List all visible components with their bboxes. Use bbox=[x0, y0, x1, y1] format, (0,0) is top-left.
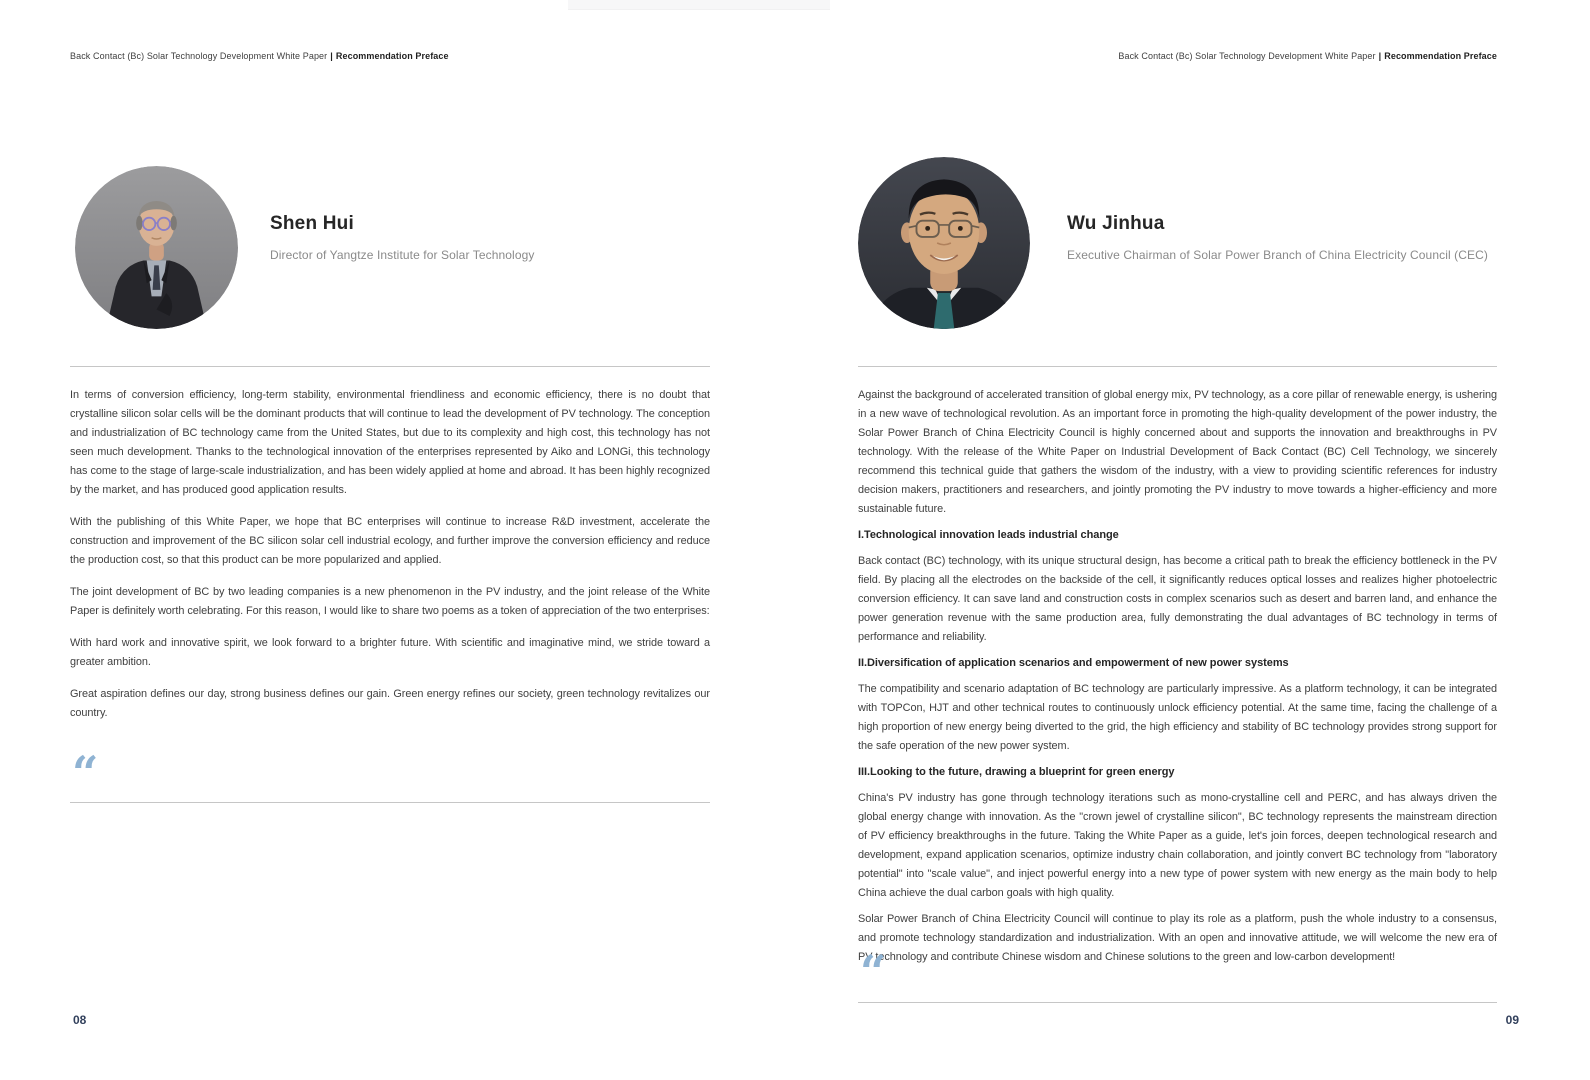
section-heading: III.Looking to the future, drawing a blueprint for green energy bbox=[858, 766, 1175, 778]
paragraph: In terms of conversion efficiency, long-term stability, environmental friendliness and economic efficiency, there is no doubt that crystalline silicon solar cells will be the dominant products that will continue to lead the development of PV technology. The conception and industrialization of BC technology came from the United States, but due to its complexity and high cost, this technology has not seen much development. Thanks to the technological innovation of the enterprises represented by Aiko and LONGi, this technology has come to the stage of large-scale industrialization, and has been widely applied at home and abroad. It has been highly recognized by the market, and has produced good application results. bbox=[70, 389, 710, 496]
divider-line bbox=[858, 1002, 1497, 1003]
portrait-photo-shen-hui bbox=[75, 166, 238, 329]
section-heading: I.Technological innovation leads industrial change bbox=[858, 529, 1119, 541]
divider-line bbox=[70, 366, 710, 367]
page-number: 08 bbox=[73, 1013, 87, 1027]
quote-icon: “ bbox=[860, 945, 885, 999]
portrait-photo-wu-jinhua bbox=[858, 157, 1030, 329]
person-name: Shen Hui bbox=[270, 213, 354, 234]
running-header-title: Back Contact (Bc) Solar Technology Development White Paper bbox=[1118, 51, 1376, 61]
person-name: Wu Jinhua bbox=[1067, 213, 1165, 234]
running-header-separator: | bbox=[330, 51, 333, 61]
running-header-section: Recommendation Preface bbox=[1384, 51, 1497, 61]
divider-line bbox=[70, 802, 710, 803]
profile-block bbox=[1067, 213, 1488, 262]
paragraph: Great aspiration defines our day, strong business defines our gain. Green energy refines our society, green technology revitalizes our country. bbox=[70, 688, 710, 719]
running-header bbox=[70, 51, 449, 61]
paragraph: With hard work and innovative spirit, we look forward to a brighter future. With scientific and imaginative mind, we stride toward a greater ambition. bbox=[70, 637, 710, 668]
profile-block bbox=[270, 213, 534, 262]
paragraph: The joint development of BC by two leading companies is a new phenomenon in the PV industry, and the joint release of the White Paper is definitely worth celebrating. For this reason, I would like to share two poems as a token of appreciation of the two enterprises: bbox=[70, 586, 710, 617]
paragraph: Back contact (BC) technology, with its unique structural design, has become a critical path to break the efficiency bottleneck in the PV field. By placing all the electrodes on the backside of the cell, it significantly reduces optical losses and realizes higher photoelectric conversion efficiency. It can save land and construction costs in complex scenarios such as desert and barren land, and enhance the power generation revenue with the same production area, fully demonstrating the dual advantages of BC technology in terms of performance and reliability. bbox=[858, 555, 1497, 643]
paragraph: China's PV industry has gone through technology iterations such as mono-crystalline cell and PERC, and has always driven the global energy change with innovation. As the "crown jewel of crystalline silicon", BC technology represents the mainstream direction of PV efficiency breakthroughs in the future. Taking the White Paper as a guide, let's join forces, deepen technological research and development, expand application scenarios, optimize industry chain collaboration, and jointly convert BC technology from "laboratory potential" into "scale value", and inject powerful energy into a new type of power system with new energy as the main body to help China achieve the dual carbon goals with high quality. bbox=[858, 792, 1497, 899]
body-text bbox=[70, 386, 710, 736]
portrait-illustration bbox=[858, 157, 1030, 329]
body-text bbox=[858, 386, 1497, 974]
running-header-title: Back Contact (Bc) Solar Technology Development White Paper bbox=[70, 51, 328, 61]
section-heading: II.Diversification of application scenarios and empowerment of new power systems bbox=[858, 657, 1289, 669]
page-right bbox=[795, 0, 1590, 1080]
person-title: Director of Yangtze Institute for Solar Technology bbox=[270, 248, 535, 262]
page-number: 09 bbox=[1505, 1013, 1519, 1027]
portrait-illustration bbox=[75, 166, 238, 329]
running-header bbox=[1118, 51, 1497, 61]
paragraph: Solar Power Branch of China Electricity Council will continue to play its role as a platform, push the whole industry to a consensus, and promote technology standardization and industrialization. With an open and innovative attitude, we will welcome the new era of PV technology and contribute Chinese wisdom and Chinese solutions to the green and low-carbon development! bbox=[858, 913, 1497, 963]
paragraph: With the publishing of this White Paper, we hope that BC enterprises will continue to increase R&D investment, accelerate the construction and improvement of the BC silicon solar cell industrial ecology, and further improve the conversion efficiency and reduce the production cost, so that this product can be more popularized and applied. bbox=[70, 516, 710, 566]
paragraph: The compatibility and scenario adaptation of BC technology are particularly impressive. As a platform technology, it can be integrated with TOPCon, HJT and other technical routes to continuously unlock efficiency potential. At the same time, facing the challenge of a high proportion of new energy being diverted to the grid, the high efficiency and stability of BC technology provides strong support for the safe operation of the new power system. bbox=[858, 683, 1497, 752]
paragraph: Against the background of accelerated transition of global energy mix, PV technology, as a core pillar of renewable energy, is ushering in a new wave of technological revolution. As an important force in promoting the high-quality development of the power industry, the Solar Power Branch of China Electricity Council is highly concerned about and supports the innovation and breakthroughs in PV technology. With the release of the White Paper on Industrial Development of Back Contact (BC) Cell Technology, we sincerely recommend this technical guide that gathers the wisdom of the industry, with a view to providing scientific references for industry decision makers, practitioners and researchers, and jointly promoting the PV industry to move towards a higher-efficiency and more sustainable future. bbox=[858, 389, 1497, 515]
running-header-section: Recommendation Preface bbox=[335, 51, 449, 61]
running-header-separator: | bbox=[1378, 51, 1382, 61]
person-title: Executive Chairman of Solar Power Branch of China Electricity Council (CEC) bbox=[1067, 248, 1488, 262]
quote-icon: “ bbox=[72, 746, 97, 800]
divider-line bbox=[858, 366, 1497, 367]
